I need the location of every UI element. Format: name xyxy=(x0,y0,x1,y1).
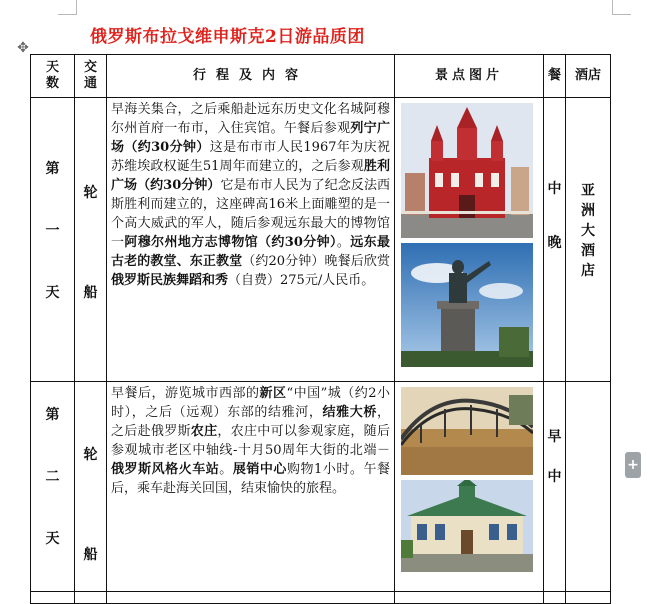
itinerary-text-segment: （自费）275元/人民币。 xyxy=(228,273,375,288)
highlight-attraction: 胜利广场（约30分钟） xyxy=(111,159,390,193)
itinerary-text-segment: 这是布市市人民1967年为庆祝苏维埃政权诞生51周年而建立的，之后参观 xyxy=(111,140,390,174)
itinerary-text-1 xyxy=(107,98,395,382)
itinerary-text-segment: ，农庄中可以参观家庭，随后参观城市老区中轴线-十月50周年大街的北端－ xyxy=(111,424,390,458)
highlight-attraction: 阿穆尔州地方志博物馆（约30分钟） xyxy=(124,235,337,250)
document-title: 俄罗斯布拉戈维申斯克2日游品质团 xyxy=(90,27,365,47)
itinerary-table xyxy=(30,54,611,604)
add-column-icon[interactable]: + xyxy=(625,452,641,478)
table-move-handle-icon[interactable]: ✥ xyxy=(17,40,29,56)
transport-1: 轮 船 xyxy=(75,98,107,382)
itinerary-text-segment: 早餐后，游览城市西部的 xyxy=(111,386,260,401)
red-cathedral-photo xyxy=(401,103,533,238)
highlight-attraction: 展销中心 xyxy=(232,462,287,477)
itinerary-text-2 xyxy=(107,382,395,592)
photos-1 xyxy=(395,98,544,382)
itinerary-text-segment: 。 xyxy=(336,235,351,250)
day-label-2: 第 二 天 xyxy=(31,382,75,592)
header-meals: 餐 xyxy=(544,55,566,98)
lenin-statue-photo xyxy=(401,243,533,367)
itinerary-text-segment: （约20分钟）晚餐后欣赏 xyxy=(242,254,390,269)
bottom-row xyxy=(31,592,611,604)
hotel-1: 亚 洲 大 酒 店 xyxy=(566,98,611,382)
header-day: 天数 xyxy=(31,55,75,98)
itinerary-text-segment: ，之后赴俄罗斯 xyxy=(111,405,390,439)
day-row-1 xyxy=(31,98,611,382)
meals-2: 早 中 xyxy=(544,382,566,592)
hotel-2 xyxy=(566,382,611,592)
itinerary-text-segment: 早海关集合，之后乘船赴远东历史文化名城阿穆尔州首府一布市，入住宾馆。午餐后参观 xyxy=(111,102,390,136)
itinerary-text-segment: 。 xyxy=(219,462,233,477)
itinerary-text-segment: 它是布市人民为了纪念反法西斯胜利而建立的，这座碑高16米上面雕塑的是一个高大威武的军人，随后参观远东最大的博物馆一 xyxy=(111,178,390,250)
photos-2 xyxy=(395,382,544,592)
highlight-attraction: 列宁广场（约30分钟） xyxy=(111,121,390,155)
highlight-attraction: 俄罗斯风格火车站 xyxy=(111,462,220,477)
crop-mark-top-left xyxy=(58,0,77,15)
highlight-attraction: 远东最古老的教堂、东正教堂 xyxy=(111,235,390,269)
itinerary-text-segment: “中国”城（约2小时），之后（远观）东部的结雅河， xyxy=(111,386,390,420)
highlight-attraction: 农庄 xyxy=(190,424,218,439)
crop-mark-top-right xyxy=(612,0,631,15)
itinerary-text-segment: 购物1小时。午餐后，乘车赴海关回国，结束愉快的旅程。 xyxy=(111,462,390,496)
day-label-1: 第 一 天 xyxy=(31,98,75,382)
transport-2: 轮 船 xyxy=(75,382,107,592)
header-hotel: 酒店 xyxy=(566,55,611,98)
highlight-attraction: 新区 xyxy=(259,386,287,401)
zeya-bridge-photo xyxy=(401,387,533,475)
header-row xyxy=(31,55,611,98)
highlight-attraction: 结雅大桥 xyxy=(322,405,377,420)
header-photos: 景点图片 xyxy=(395,55,544,98)
header-transport: 交通 xyxy=(75,55,107,98)
railway-station-photo xyxy=(401,480,533,572)
meals-1: 中 晚 xyxy=(544,98,566,382)
day-row-2 xyxy=(31,382,611,592)
header-itinerary: 行程及内容 xyxy=(107,55,395,98)
highlight-attraction: 俄罗斯民族舞蹈和秀 xyxy=(111,273,229,288)
